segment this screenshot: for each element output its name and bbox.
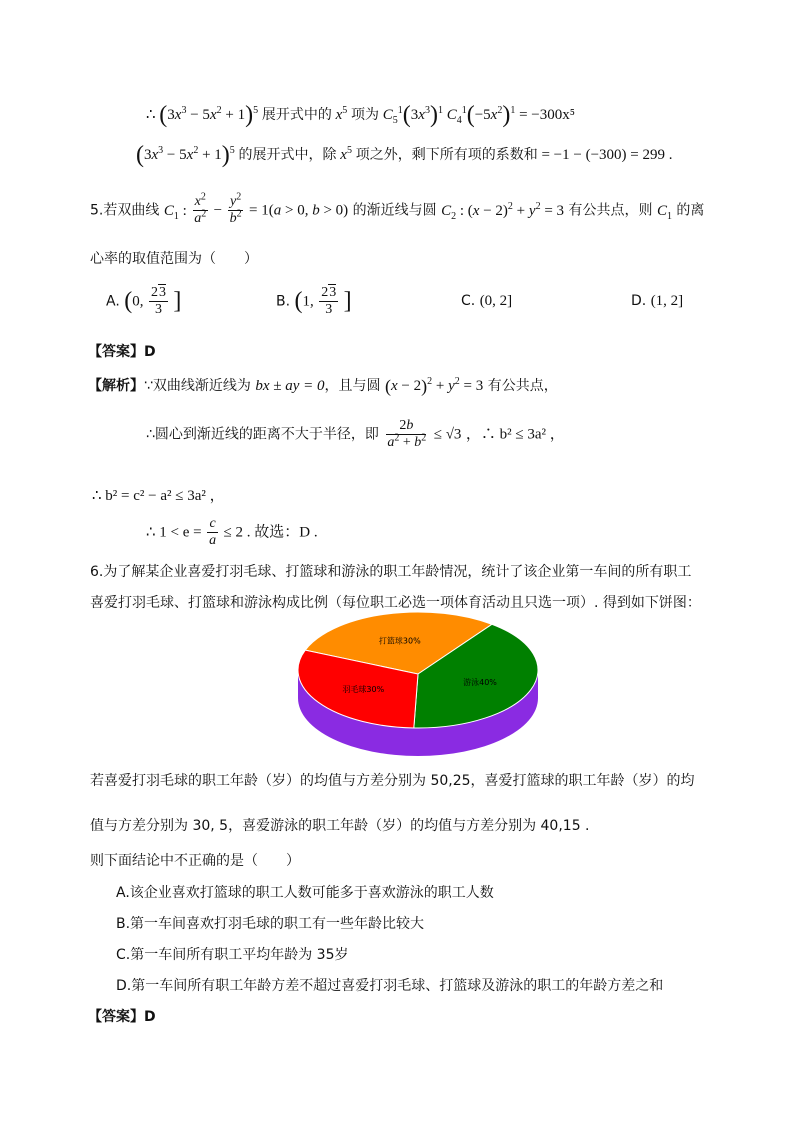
q6-option-c: C.第一车间所有职工平均年龄为 35岁 <box>116 947 349 963</box>
option-d <box>631 293 683 310</box>
q5-text-d: 的离 <box>676 202 705 219</box>
analysis-2a: ∴圆心到渐近线的距离不大于半径，即 <box>146 426 379 443</box>
question-5-stem-cont <box>90 248 258 268</box>
q6-line-3: 若喜爱打羽毛球的职工年龄（岁）的均值与方差分别为 50,25，喜爱打篮球的职工年龄（岁）的均 <box>90 773 695 789</box>
analysis-2b: ≤ √3 <box>433 426 462 443</box>
analysis-line-2 <box>146 418 565 451</box>
analysis-1b: bx ± ay = 0 <box>255 378 325 394</box>
text-l1-result: = −300x⁵ <box>519 106 575 123</box>
analysis-line-1: 【解析】∵双曲线渐近线为 bx ± ay = 0，且与圆 $(x - 2)^2 + y^2 = 3$ 有公共点， <box>88 376 558 397</box>
option-b-label: B. <box>276 293 291 310</box>
analysis-1c: ，且与圆 <box>324 378 381 394</box>
option-d-label: D. <box>631 293 647 309</box>
frac-distance: $\frac{2b}{a^2 + b^2}$ <box>387 418 427 450</box>
analysis-1a: ∵双曲线渐近线为 <box>144 378 251 394</box>
option-c-value: (0, 2] <box>479 293 513 309</box>
q5-text-c: 有公共点，则 <box>568 202 653 219</box>
text-l1-term: 项为 <box>351 106 379 123</box>
analysis-2c: ，∴ b² ≤ 3a² ， <box>465 426 565 443</box>
frac-y2-b2: $\frac{y^2}{b^2}$ <box>229 191 242 226</box>
q6-line-1: 6.为了解某企业喜爱打羽毛球、打篮球和游泳的职工年龄情况，统计了该企业第一车间的所有职工 <box>90 564 692 580</box>
analysis-4b: ≤ 2 . 故选：D . <box>223 524 318 541</box>
q6-option-b: B.第一车间喜欢打羽毛球的职工有一些年龄比较大 <box>116 916 425 932</box>
option-a: A. (0, $\frac{23}{3}$ ] <box>106 285 182 317</box>
line-coefficient-sum: $(3x^3 - 5x^2 + 1)^5$ 的展开式中，除 $x^5$ 项之外，剩下所有项的系数和 = −1 − (−300) = 299 . <box>136 142 673 168</box>
option-d-value: (1, 2] <box>650 293 684 309</box>
q5-text-e: 心率的取值范围为（ ） <box>90 251 258 267</box>
pie-slice-label: 打篮球30% <box>378 636 421 646</box>
pie-slice-label: 游泳40% <box>463 677 497 687</box>
pie-slice-label: 羽毛球30% <box>342 684 385 694</box>
option-c <box>461 293 512 310</box>
analysis-tag: 【解析】 <box>88 378 144 394</box>
text-l1-mid: 展开式中的 <box>261 106 332 123</box>
answer-5: 【答案】D <box>88 344 156 360</box>
q6-line-4: 值与方差分别为 30, 5，喜爱游泳的职工年龄（岁）的均值与方差分别为 40,15 . <box>90 818 590 834</box>
therefore-symbol: ∴ <box>146 106 156 123</box>
q5-text-a: 5.若双曲线 <box>90 202 160 219</box>
text-l2-mid: 的展开式中，除 <box>238 146 337 163</box>
analysis-line-4 <box>146 516 318 549</box>
q6-option-a: A.该企业喜欢打篮球的职工人数可能多于喜欢游泳的职工人数 <box>116 885 494 901</box>
q5-text-b: 的渐近线与圆 <box>352 202 437 219</box>
question-5-stem: 5.若双曲线 $C_1$ : $\frac{x^2}{a^2}$ − $\frac{y^2}{b^2}$ = 1(a > 0, b > 0) 的渐近线与圆 $C_2$ : $(x - 2)^2 + y^2 = 3$ 有公共点，则 $C_1$ 的离 <box>90 191 705 226</box>
frac-x2-a2: $\frac{x^2}{a^2}$ <box>194 191 207 226</box>
q6-line-2: 喜爱打羽毛球、打篮球和游泳构成比例（每位职工必选一项体育活动且只选一项）. 得到如下饼图： <box>90 595 701 611</box>
q6-line-5: 则下面结论中不正确的是（ ） <box>90 853 300 869</box>
q6-option-d: D.第一车间所有职工年龄方差不超过喜爱打羽毛球、打篮球及游泳的职工的年龄方差之和 <box>116 978 664 994</box>
option-c-label: C. <box>461 293 476 309</box>
pie-chart <box>296 608 546 760</box>
analysis-4a: ∴ 1 < e = <box>146 524 202 541</box>
answer-6: 【答案】D <box>88 1009 156 1025</box>
text-l2-result: = −1 − (−300) = 299 . <box>541 146 673 163</box>
analysis-1d: 有公共点， <box>487 378 558 394</box>
option-b: B. (1, $\frac{23}{3}$ ] <box>276 285 352 317</box>
analysis-line-3: ∴ b² = c² − a² ≤ 3a² ， <box>92 488 225 504</box>
frac-c-a: $\frac{c}{a}$ <box>209 516 217 548</box>
text-l2-mid2: 项之外，剩下所有项的系数和 <box>355 146 538 163</box>
option-a-label: A. <box>106 293 120 310</box>
pie-top <box>298 612 538 728</box>
line-expansion-term: ∴ $(3x^3 - 5x^2 + 1)^5$ 展开式中的 $x^5$ 项为 $C_5^1(3x^3)^1$ $C_4^1(-5x^2)^1 = -300x^5$ <box>146 102 575 128</box>
